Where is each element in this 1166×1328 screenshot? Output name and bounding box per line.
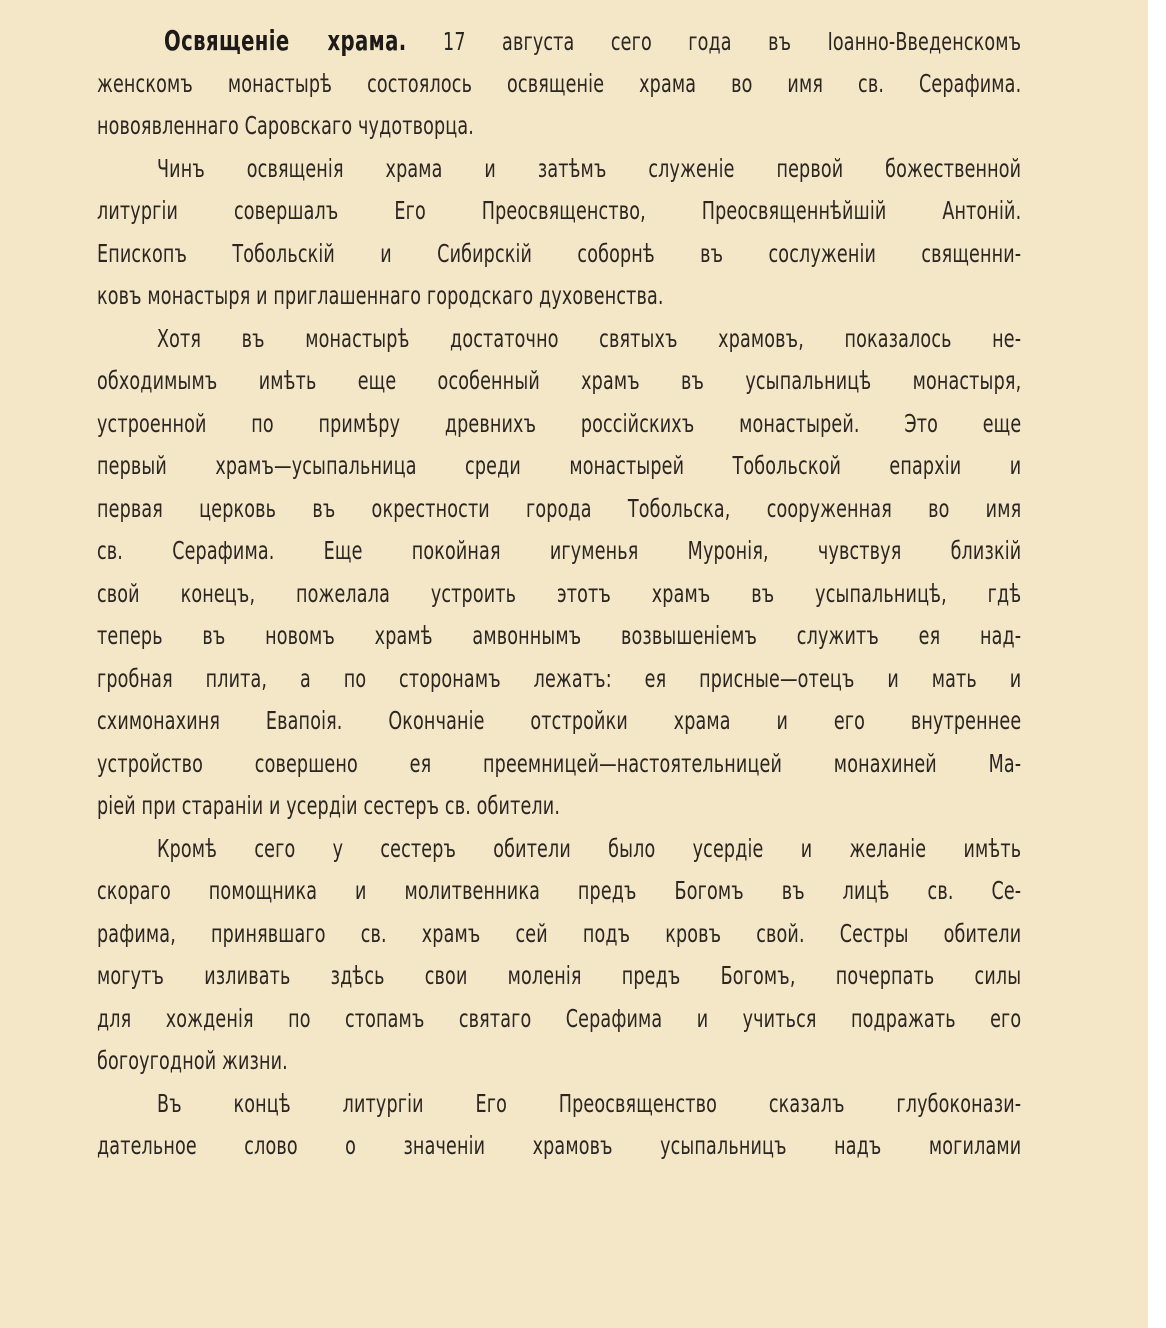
text-line: литургіи совершалъ Его Преосвященство, Преосвященнѣйшій Антоній. <box>97 196 1022 225</box>
text-line: ріей при стараніи и усердіи сестеръ св. обители. <box>97 791 561 820</box>
text-line: Въ концѣ литургіи Его Преосвященство сказалъ глубоконази- <box>157 1088 1022 1118</box>
text-line: теперь въ новомъ храмѣ амвоннымъ возвышеніемъ служитъ ея над- <box>97 621 1022 650</box>
text-line: устройство совершено ея преемницей—настоятельницей монахиней Ма- <box>97 748 1022 778</box>
text-line: свой конецъ, пожелала устроить этотъ храмъ въ усыпальницѣ, гдѣ <box>97 578 1022 608</box>
text-line: устроенной по примѣру древнихъ россійскихъ монастырей. Это еще <box>97 408 1022 438</box>
article-body <box>97 20 1021 1168</box>
text-line: богоугодной жизни. <box>97 1046 288 1075</box>
text-line: Чинъ освященія храма и затѣмъ служеніе первой божественной <box>157 153 1022 183</box>
text-line: Епископъ Тобольскій и Сибирскій соборнѣ въ сослуженіи священни- <box>97 238 1022 268</box>
text-line: схимонахиня Евапоія. Окончаніе отстройки храма и его внутреннее <box>97 706 1022 735</box>
text-line: первый храмъ—усыпальница среди монастырей Тобольской епархіи и <box>97 451 1022 480</box>
article-heading: Освященіе храма. <box>164 24 407 57</box>
text-line: для хожденія по стопамъ святаго Серафима и учиться подражать его <box>97 1003 1022 1033</box>
text-line <box>164 20 1021 63</box>
text-line: ковъ монастыря и приглашеннаго городскаго духовенства. <box>97 281 664 310</box>
text-line: рафима, принявшаго св. храмъ сей подъ кровъ свой. Сестры обители <box>97 918 1022 948</box>
text-line: могутъ изливать здѣсь свои моленія предъ Богомъ, почерпать силы <box>97 961 1022 990</box>
text-line: женскомъ монастырѣ состоялось освященіе храма во имя св. Серафима. <box>97 68 1022 98</box>
text-line: Хотя въ монастырѣ достаточно святыхъ храмовъ, показалось не- <box>157 323 1022 353</box>
text-line: гробная плита, а по сторонамъ лежатъ: ея присные—отецъ и мать и <box>97 663 1022 693</box>
text-line: Кромѣ сего у сестеръ обители было усердіе и желаніе имѣть <box>157 833 1022 863</box>
text-line: обходимымъ имѣть еще особенный храмъ въ усыпальницѣ монастыря, <box>97 366 1022 395</box>
text-line: скораго помощника и молитвенника предъ Богомъ въ лицѣ св. Се- <box>97 876 1022 905</box>
text-line-content: 17 августа сего года въ Іоанно-Введенскомъ <box>406 27 1022 56</box>
page-edge <box>1148 0 1166 1328</box>
text-line: новоявленнаго Саровскаго чудотворца. <box>97 111 475 140</box>
text-line: св. Серафима. Еще покойная игуменья Муронія, чувствуя близкій <box>97 536 1022 565</box>
text-line: первая церковь въ окрестности города Тобольска, сооруженная во имя <box>97 493 1022 523</box>
text-line: дательное слово о значеніи храмовъ усыпальницъ надъ могилами <box>97 1131 1022 1160</box>
